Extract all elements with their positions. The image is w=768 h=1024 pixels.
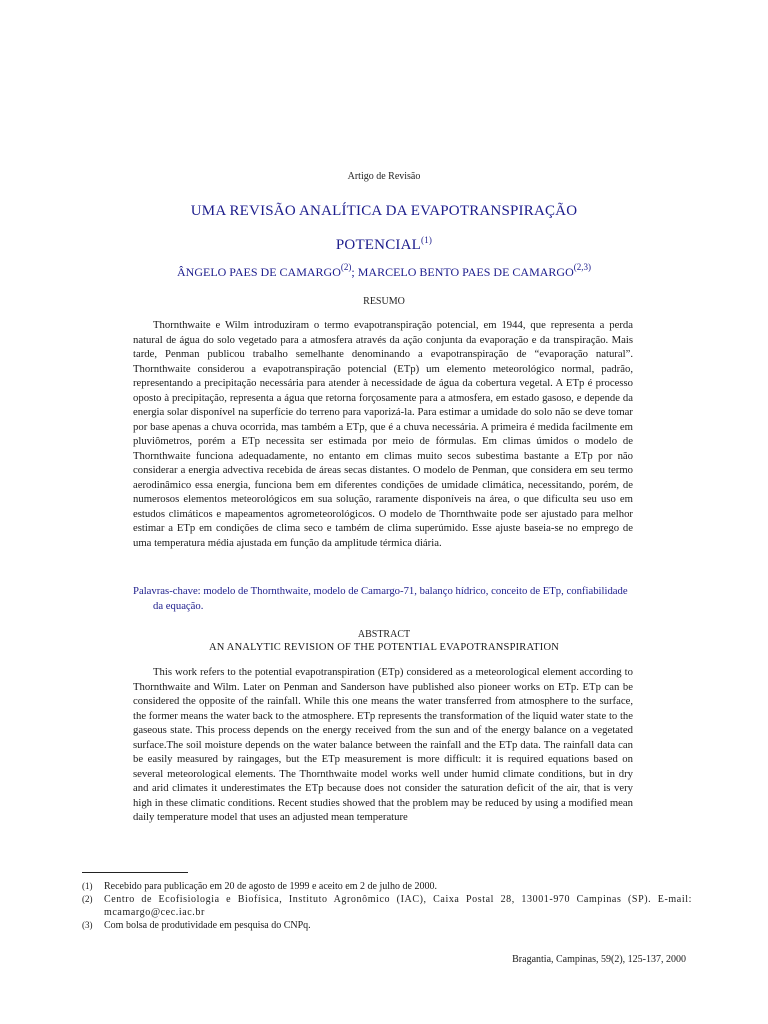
abstract-heading: ABSTRACT: [357, 629, 411, 640]
author-name: MARCELO BENTO PAES DE CAMARGO: [357, 265, 574, 279]
footnote-text: Recebido para publicação em 20 de agosto de 1999 e aceito em 2 de julho de 2000.: [104, 881, 437, 892]
abstract-title: AN ANALYTIC REVISION OF THE POTENTIAL EVAPOTRANSPIRATION: [208, 642, 560, 653]
resumo-paragraph: Thornthwaite e Wilm introduziram o termo evapotranspiração potencial, em 1944, que representa a perda natural de água do solo vegetado para a atmosfera através da ação conjunta da evaporação e da transpiração. Mais tarde, Penman publicou trabalho semelhante denominando a evapotranspiração de “evaporação natural”. Thornthwaite considerou a evapotranspiração potencial (ETp) um elemento meteorológico normal, padrão, representando a precipitação necessária para atender à necessidade de água da cobertura vegetal. A ETp é processo oposto à precipitação, representa a água que retorna forçosamente para a atmosfera, em estado gasoso, e depende da energia solar disponível na superfície do terreno para vaporizá-la. Para estimar a umidade do solo não se deve tomar por base apenas a chuva ocorrida, mas também a ETp, que é a chuva necessária. A primeira é medida facilmente em pluviômetros, porém a ETp necessita ser estimada por meio de fórmulas. Em climas úmidos o modelo de Thornthwaite funciona adequadamente, no entanto em climas muito secos subestima bastante a ETp por não considerar a energia advectiva recebida de áreas secas distantes. O modelo de Penman, que considera em seu termo aerodinâmico essa energia, funciona bem em diferentes condições de umidade climática, necessitando, porém, de numerosos elementos meteorológicos em sua solução, raramente disponíveis na área, o que dificulta seu uso em estudos climáticos e mapeamentos agrometeorológicos. O modelo de Thornthwaite pode ser ajustado para melhor estimar a ETp em condições de clima seco e também de clima superúmido. Esse ajuste baseia-se no emprego de uma temperatura média ajustada em função da amplitude térmica diária.: [133, 319, 633, 549]
title-line-2: POTENCIAL: [335, 237, 422, 253]
abstract-paragraph: This work refers to the potential evapotranspiration (ETp) considered as a meteorological element according to Thornthwaite and Wilm. Later on Penman and Sanderson have published also pioneer works on ETp. ETp can be considered the opposite of the rainfall. While this one means the water transferred from atmosphere to the surface, the former means the water back to the atmosphere. ETp represents the transformation of the liquid water state to the gaseous state. This process depends on the energy received from the sun and of the energy balance on a vegetated surface.The soil moisture depends on the water balance between the rainfall and the ETp data. The rainfall data can be easily measured by raingages, but the ETp measurement is more difficult: it is required equations based on several meteorological elements. The Thornthwaite model works well under humid climate conditions, but in dry and arid climates it underestimates the ETp because does not consider the saturation deficit of the air, that is very high in these climatic conditions. Recent studies showed that the problem may be reduced by using a modified mean daily temperature model that uses an adjusted mean temperature: [133, 666, 633, 823]
title-line-1: UMA REVISÃO ANALÍTICA DA EVAPOTRANSPIRAÇÃO: [190, 203, 578, 219]
footnote-text: Com bolsa de produtividade em pesquisa do CNPq.: [104, 920, 311, 931]
footnote: [82, 919, 692, 932]
footnote-text: Centro de Ecofisiologia e Biofísica, Instituto Agronômico (IAC), Caixa Postal 28, 13001-970 Campinas (SP). E-mail: mcamargo@cec.iac.br: [104, 894, 692, 918]
resumo-heading: RESUMO: [363, 296, 405, 307]
footnote-mark: (3): [82, 920, 93, 930]
footnotes: [82, 880, 692, 932]
article-title: [120, 197, 648, 260]
title-footnote-ref[interactable]: (1): [421, 235, 433, 245]
author-footnote-ref[interactable]: (2): [340, 262, 352, 272]
keywords: Palavras-chave: modelo de Thornthwaite, modelo de Camargo-71, balanço hídrico, conceito de ETp, confiabilidade da equação.: [133, 585, 628, 612]
author-list: [100, 262, 668, 280]
author-name: ÂNGELO PAES DE CAMARGO: [176, 265, 341, 279]
footnote-mark: (2): [82, 894, 93, 904]
author-separator: ;: [351, 265, 358, 279]
section-label: Artigo de Revisão: [347, 171, 421, 182]
footnote: [82, 893, 692, 919]
footnote-mark: (1): [82, 881, 93, 891]
journal-citation: Bragantia, Campinas, 59(2), 125-137, 2000: [512, 954, 686, 965]
author-footnote-ref[interactable]: (2,3): [573, 262, 592, 272]
footnote-divider: [82, 872, 188, 873]
footnote: [82, 880, 692, 893]
